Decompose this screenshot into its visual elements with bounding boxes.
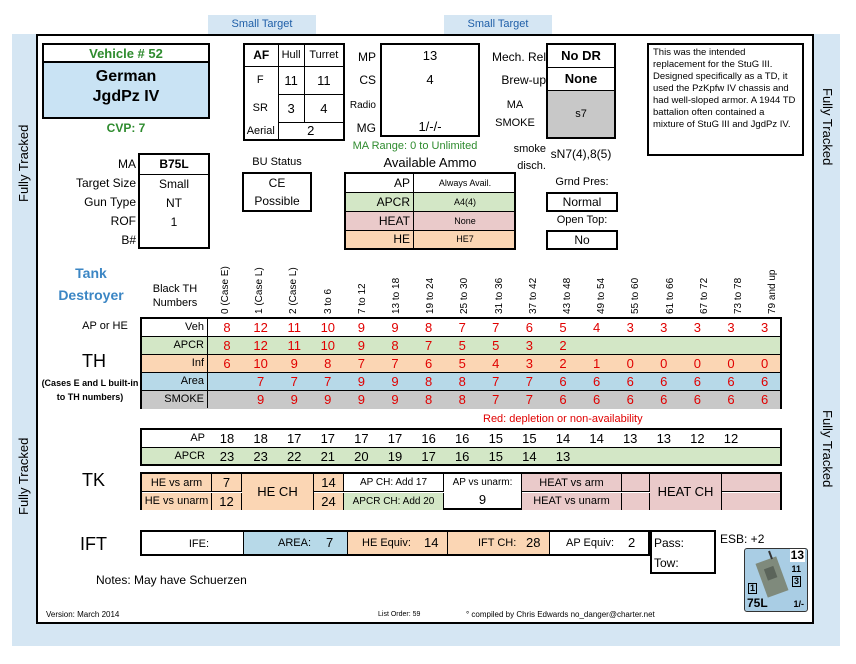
bu-status-possible: Possible (254, 194, 300, 208)
ammo-value-apcr: A4(4) (453, 197, 476, 207)
grnd-pres-value: Normal (562, 195, 602, 209)
range-header: 61 to 66 (664, 277, 676, 314)
th-cell: 9 (324, 392, 332, 407)
th-cell: 10 (320, 338, 336, 353)
ammo-value-he: HE7 (456, 234, 474, 244)
tk-cell: 16 (421, 431, 436, 446)
th-row (142, 373, 780, 391)
b-number-value (138, 232, 210, 251)
he-ch-cell (242, 474, 314, 510)
tk-cell: 21 (320, 449, 336, 464)
side-label-right-bottom: Fully Tracked (820, 410, 835, 488)
th-cell: 0 (693, 356, 701, 371)
tk-row (142, 448, 780, 464)
counter-mg: 1/- (793, 599, 804, 609)
th-cell: 6 (693, 392, 701, 407)
tk-cell: 23 (219, 449, 235, 464)
open-top-label: Open Top: (556, 214, 608, 226)
he-vs-unarm-value: 12 (219, 494, 234, 509)
th-cell: 3 (626, 320, 634, 335)
small-target-tag-1: Small Target (208, 15, 316, 34)
he-vs-arm-cell (142, 474, 212, 492)
ma-value: B75L (138, 155, 210, 175)
he-ch-2-cell (314, 493, 344, 510)
th-cell: 0 (660, 356, 668, 371)
th-row-name: Inf (142, 355, 208, 372)
counter-mp: 13 (790, 548, 804, 562)
gun-type-label: Gun Type (84, 195, 136, 209)
th-cell: 6 (592, 392, 601, 407)
th-cell: 9 (256, 392, 265, 407)
th-cell: 12 (253, 338, 268, 353)
armor-table (243, 43, 345, 141)
ammo-type-he: HE (346, 231, 414, 248)
ap-or-he-label: AP or HE (82, 320, 128, 332)
tk-cell: 16 (454, 449, 470, 464)
pass-tow-box (650, 530, 716, 574)
th-cell: 9 (290, 392, 298, 407)
range-header: 79 and up (767, 269, 779, 314)
small-target-tag-2: Small Target (444, 15, 552, 34)
mg-label: MG (356, 121, 376, 135)
heat-vs-arm-value-cell (622, 474, 650, 492)
tk-cell: 14 (555, 431, 571, 446)
heat-vs-unarm-label: HEAT vs unarm (533, 495, 610, 507)
counter-icon (744, 548, 808, 612)
radio-label: Radio (349, 100, 376, 111)
ma-range: MA Range: 0 to Unlimited (352, 140, 478, 152)
th-cell: 7 (391, 356, 399, 371)
range-header: 13 to 18 (391, 277, 402, 314)
th-cell: 11 (287, 320, 301, 335)
heat-ch-label: HEAT CH (657, 484, 714, 499)
th-cell: 9 (357, 320, 365, 335)
th-cell: 7 (256, 374, 265, 389)
tk-cell: 13 (656, 431, 672, 446)
heat-ch-cell (650, 474, 722, 510)
ift-title: IFT (80, 534, 107, 554)
th-cell: 12 (253, 320, 268, 335)
th-cell: 6 (592, 374, 601, 389)
bottom-band (12, 624, 840, 646)
counter-left-num: 1 (750, 583, 756, 593)
b-number-label: B# (121, 233, 136, 247)
he-vs-arm-value: 7 (222, 475, 231, 490)
ap-ch-cell (344, 474, 444, 492)
tk-cell: 13 (555, 449, 571, 464)
th-cell: 8 (458, 374, 466, 389)
armor-side-hull: 3 (278, 94, 304, 122)
th-cell: 4 (592, 320, 601, 335)
th-cell: 5 (559, 320, 567, 335)
th-cell: 7 (525, 392, 533, 407)
heat-ch-1-cell (722, 474, 780, 492)
th-cell: 8 (424, 392, 433, 407)
side-label-left-top: Fully Tracked (16, 124, 31, 202)
he-equiv-value: 14 (424, 535, 439, 550)
range-header: 73 to 78 (733, 277, 744, 314)
range-header: 2 (Case L) (288, 267, 300, 314)
th-row-name: Area (142, 373, 208, 390)
th-cell: 8 (424, 320, 433, 335)
th-cell: 8 (223, 320, 231, 335)
tk-he-block (140, 472, 782, 510)
th-cell: 6 (693, 374, 701, 389)
ap-vs-unarm-value: 9 (478, 492, 487, 507)
rof-label: ROF (110, 214, 136, 228)
tow-label: Tow: (654, 556, 679, 570)
footer-version: Version: March 2014 (46, 610, 120, 619)
th-cell: 3 (727, 320, 735, 335)
aerial-value: 2 (278, 122, 344, 140)
th-cell: 7 (492, 392, 500, 407)
ammo-type-heat: HEAT (346, 212, 414, 231)
bu-status-ce: CE (268, 176, 286, 190)
ammo-type-apcr: APCR (346, 193, 414, 212)
armor-side-turret: 4 (304, 94, 344, 122)
aerial-label: Aerial (244, 122, 278, 140)
area-cell (244, 532, 348, 554)
ammo-row-ap (346, 174, 514, 193)
th-cell: 6 (223, 356, 231, 371)
tk-cell: 20 (354, 449, 369, 464)
range-header: 55 to 60 (630, 277, 642, 314)
ap-equiv-cell (550, 532, 648, 554)
th-row-name: SMOKE (142, 391, 208, 408)
th-cell: 9 (290, 356, 298, 371)
mech-rel-label: Mech. Rel (491, 50, 546, 64)
cs-value: 4 (426, 72, 434, 87)
he-equiv-cell (348, 532, 448, 554)
ammo-row-heat (346, 212, 514, 231)
tk-cell: 23 (253, 449, 268, 464)
ift-row (140, 530, 650, 556)
vehicle-number: Vehicle # 52 (44, 45, 208, 63)
th-cell: 10 (253, 356, 268, 371)
he-equiv-label: HE Equiv: (362, 537, 411, 549)
cvp: CVP: 7 (106, 121, 146, 135)
th-cell: 2 (559, 356, 567, 371)
th-cell: 7 (324, 374, 332, 389)
th-cell: 1 (592, 356, 601, 371)
ap-equiv-label: AP Equiv: (566, 537, 615, 549)
mg-value: 1/-/- (418, 119, 442, 134)
rof-value: 1 (170, 215, 178, 229)
tk-cell: 16 (454, 431, 470, 446)
tk-ap-apcr (140, 428, 782, 466)
th-cell: 9 (357, 374, 365, 389)
th-cell: 7 (290, 374, 298, 389)
th-cell: 0 (760, 356, 769, 371)
tk-cell: 17 (286, 431, 302, 446)
ma-smoke-value: s7 (547, 90, 615, 138)
th-cell: 6 (559, 392, 567, 407)
heat-vs-arm-label: HEAT vs arm (539, 477, 604, 489)
heat-vs-arm-cell (522, 474, 622, 492)
range-header: 7 to 12 (356, 283, 368, 314)
th-cell: 9 (357, 338, 365, 353)
th-cell: 6 (525, 320, 533, 335)
area-label: AREA: (278, 537, 312, 549)
he-ch-2-value: 24 (321, 494, 336, 509)
tk-cell: 22 (286, 449, 302, 464)
th-row-name: APCR (142, 337, 208, 354)
black-th-label: Black TH Numbers (152, 283, 198, 309)
ap-vs-unarm-label: AP vs unarm: (452, 477, 513, 488)
th-cell: 3 (760, 320, 769, 335)
ap-equiv-value: 2 (628, 535, 636, 550)
th-cell: 7 (424, 338, 433, 353)
target-size-value: Small (158, 177, 189, 191)
th-row (142, 337, 780, 355)
th-cell: 9 (391, 374, 399, 389)
turret-header: Turret (304, 44, 344, 66)
heat-vs-unarm-cell (522, 493, 622, 510)
description-text: This was the intended replacement for the StuG III. Designed specifically as a TD, it used the PzKpfw IV chassis and had well-sloped armor. A 1944 TD battalion often contained a mixture of StuG III and JgdPz IV. (653, 47, 796, 130)
th-cell: 9 (391, 392, 399, 407)
tk-row-name: APCR (174, 450, 205, 462)
heat-ch-2-cell (722, 493, 780, 510)
ammo-row-he (346, 231, 514, 248)
af-header: AF (244, 44, 278, 66)
tk-cell: 12 (723, 431, 739, 446)
vehicle-nationality: German (95, 68, 157, 85)
th-row (142, 319, 780, 337)
he-vs-unarm-value-cell (212, 493, 242, 510)
tk-cell: 15 (488, 431, 504, 446)
gun-labels (60, 155, 136, 250)
range-header: 43 to 48 (562, 277, 573, 314)
smoke-disch-value: sN7(4),8(5) (550, 147, 612, 161)
ife-label: IFE: (188, 538, 209, 550)
th-cell: 5 (458, 338, 466, 353)
range-header: 49 to 54 (596, 277, 608, 314)
range-header: 1 (Case L) (254, 267, 266, 314)
ma-label: MA (118, 157, 136, 171)
ift-ch-label: IFT CH: (478, 537, 517, 549)
th-cell: 3 (693, 320, 701, 335)
tk-cell: 13 (622, 431, 638, 446)
ap-ch-value: AP CH: Add 17 (359, 477, 428, 488)
tk-cell: 18 (219, 431, 235, 446)
area-value: 7 (326, 535, 334, 550)
footer-list-order: List Order: 59 (378, 611, 421, 618)
range-header: 0 (Case E) (220, 266, 231, 314)
range-header: 19 to 24 (425, 277, 437, 314)
gun-values (138, 155, 210, 251)
mech-rel-table (546, 43, 616, 139)
tk-cell: 18 (253, 431, 268, 446)
tk-cell: 12 (690, 431, 705, 446)
ma-smoke-label: MA SMOKE (495, 99, 535, 129)
side-label-left-bottom: Fully Tracked (16, 437, 31, 515)
ammo-value-heat: None (454, 216, 476, 226)
range-header: 25 to 30 (459, 277, 471, 314)
tk-cell: 14 (589, 431, 604, 446)
he-vs-arm-value-cell (212, 474, 242, 492)
grnd-pres-label: Grnd Pres: (555, 176, 609, 188)
th-cell: 2 (559, 338, 567, 353)
ammo-row-apcr (346, 193, 514, 212)
vehicle-name: JgdPz IV (92, 88, 160, 105)
armor-front-label: F (244, 66, 278, 94)
range-header: 3 to 6 (322, 288, 334, 314)
tk-cell: 17 (387, 431, 403, 446)
th-cell: 3 (525, 338, 533, 353)
ift-ch-value: 28 (526, 535, 541, 550)
th-cell: 8 (391, 338, 399, 353)
th-cell: 6 (660, 374, 668, 389)
th-table (140, 317, 782, 409)
th-row (142, 355, 780, 373)
he-vs-unarm-label: HE vs unarm (144, 495, 209, 507)
tk-row-name: AP (190, 432, 205, 444)
side-label-right-top: Fully Tracked (820, 88, 835, 166)
heat-vs-unarm-value-cell (622, 493, 650, 510)
th-cell: 8 (424, 374, 433, 389)
apcr-ch-value: APCR CH: Add 20 (352, 496, 435, 507)
th-cell: 6 (760, 392, 769, 407)
th-cell: 6 (727, 392, 735, 407)
cs-label: CS (359, 73, 376, 87)
th-cell: 6 (760, 374, 769, 389)
he-vs-arm-label: HE vs arm (150, 477, 203, 489)
he-ch-1-cell (314, 474, 344, 492)
description-box (647, 43, 804, 156)
th-cell: 3 (660, 320, 668, 335)
tk-cell: 14 (522, 449, 537, 464)
tk-cell: 17 (354, 431, 369, 446)
th-cell: 8 (324, 356, 332, 371)
th-cell: 7 (492, 320, 500, 335)
range-header: 67 to 72 (698, 277, 710, 314)
brew-up-value: None (547, 67, 615, 90)
armor-front-turret: 11 (304, 66, 344, 94)
mp-value: 13 (422, 48, 438, 63)
footer-credit: ° compiled by Chris Edwards no_danger@charter.net (466, 610, 655, 619)
red-note: Red: depletion or non-availability (483, 413, 643, 425)
th-cell: 0 (626, 356, 634, 371)
th-cell: 9 (391, 320, 399, 335)
th-cell: 4 (492, 356, 500, 371)
role-label: Tank Destroyer (58, 265, 124, 303)
th-cell: 9 (357, 392, 365, 407)
ammo-value-ap: Always Avail. (438, 178, 492, 188)
range-header: 37 to 42 (527, 277, 539, 314)
counter-armor-side: 3 (793, 576, 799, 586)
th-cell: 8 (458, 392, 466, 407)
mp-label: MP (358, 50, 376, 64)
th-cell: 7 (492, 374, 500, 389)
ammo-table (344, 172, 516, 250)
th-title: TH (82, 351, 106, 371)
th-cell: 11 (287, 338, 301, 353)
tk-title: TK (82, 470, 106, 490)
he-ch-label: HE CH (257, 484, 298, 499)
th-cell: 7 (357, 356, 365, 371)
th-cell: 0 (727, 356, 735, 371)
open-top-box (546, 230, 618, 250)
ap-vs-unarm-cell (444, 474, 522, 510)
th-cell: 3 (525, 356, 533, 371)
th-cell: 7 (458, 320, 466, 335)
th-cell: 6 (727, 374, 735, 389)
th-cell: 6 (424, 356, 433, 371)
ammo-title: Available Ammo (383, 155, 477, 170)
th-cell: 8 (223, 338, 231, 353)
tk-cell: 17 (320, 431, 336, 446)
grnd-pres-box (546, 192, 618, 212)
ift-ch-cell (448, 532, 550, 554)
th-cell: 5 (492, 338, 500, 353)
vehicle-name-panel (44, 63, 208, 117)
th-cell: 7 (525, 374, 533, 389)
pass-label: Pass: (654, 536, 685, 550)
he-vs-unarm-cell (142, 493, 212, 510)
th-cell: 5 (458, 356, 466, 371)
th-cell: 6 (559, 374, 567, 389)
tk-cell: 15 (522, 431, 537, 446)
ife-cell (142, 532, 244, 554)
smoke-disch-label: smoke disch. (513, 143, 546, 172)
hull-header: Hull (278, 44, 304, 66)
apcr-ch-cell (344, 493, 444, 510)
brew-up-label: Brew-up (501, 73, 546, 87)
notes: Notes: May have Schuerzen (96, 573, 247, 587)
armor-side-label: SR (244, 94, 278, 122)
ammo-type-ap: AP (346, 174, 414, 193)
bu-status-title: BU Status (252, 156, 302, 168)
he-ch-1-value: 14 (321, 475, 336, 490)
th-note: (Cases E and L built-in to TH numbers) (41, 378, 139, 402)
mech-rel-value: No DR (547, 44, 615, 67)
counter-gun: 75L (747, 596, 768, 610)
target-size-label: Target Size (75, 176, 136, 190)
tk-cell: 17 (421, 449, 436, 464)
th-cell: 6 (626, 374, 634, 389)
th-cell: 6 (660, 392, 668, 407)
th-row-name: Veh (142, 319, 208, 336)
tk-cell: 19 (387, 449, 403, 464)
tk-row (142, 430, 780, 448)
th-row (142, 391, 780, 409)
range-header: 31 to 36 (493, 277, 505, 314)
th-cell: 6 (626, 392, 634, 407)
counter-armor-top: 11 (791, 564, 801, 574)
th-cell: 10 (320, 320, 336, 335)
open-top-value: No (574, 233, 590, 247)
esb: ESB: +2 (720, 532, 765, 546)
armor-front-hull: 11 (278, 66, 304, 94)
gun-type-value: NT (166, 196, 182, 210)
tk-cell: 15 (488, 449, 504, 464)
